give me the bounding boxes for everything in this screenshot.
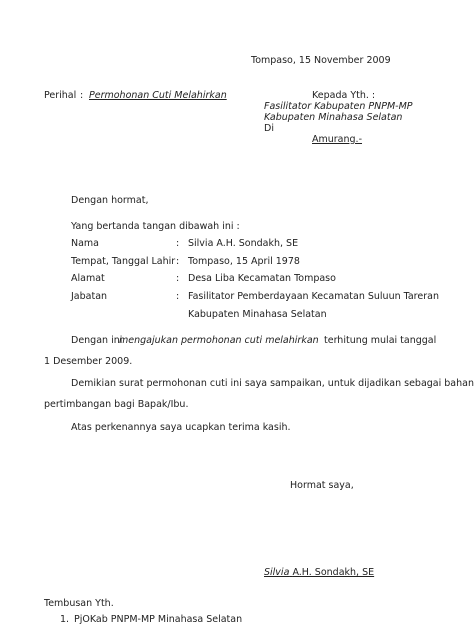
place-date: Tompaso, 15 November 2009 xyxy=(251,55,391,66)
cc-item-number: 1. xyxy=(60,614,70,625)
recipient-line-4: Di xyxy=(264,123,274,134)
recipient-line-1: Kepada Yth. : xyxy=(312,90,376,101)
field-label-ttl: Tempat, Tanggal Lahir xyxy=(71,256,176,267)
para1-part-b: mengajukan permohonan cuti melahirkan xyxy=(119,335,319,346)
subject-colon: : xyxy=(80,90,84,101)
cc-item: PjOKab PNPM-MP Minahasa Selatan xyxy=(74,614,243,625)
subject-value: Permohonan Cuti Melahirkan xyxy=(89,90,227,101)
field-value-jabatan: Fasilitator Pemberdayaan Kecamatan Suluun Tareran xyxy=(188,291,439,302)
para2-line-2: pertimbangan bagi Bapak/Ibu. xyxy=(44,399,189,410)
para2-line-1: Demikian surat permohonan cuti ini saya sampaikan, untuk dijadikan sebagai bahan xyxy=(71,378,474,389)
closing-text: Hormat saya, xyxy=(290,480,354,491)
signature-first-name: Silvia xyxy=(264,567,290,578)
field-value-jabatan-cont: Kabupaten Minahasa Selatan xyxy=(188,309,327,320)
field-colon: : xyxy=(176,256,180,267)
field-label-alamat: Alamat xyxy=(71,273,105,284)
intro-text: Yang bertanda tangan dibawah ini : xyxy=(71,221,240,232)
para1-part-a: Dengan ini xyxy=(71,335,123,346)
salutation: Dengan hormat, xyxy=(71,195,149,206)
field-colon: : xyxy=(176,238,180,249)
field-colon: : xyxy=(176,291,180,302)
para1-part-c: terhitung mulai tanggal xyxy=(324,335,437,346)
cc-title: Tembusan Yth. xyxy=(44,598,114,609)
subject-label: Perihal xyxy=(44,90,77,101)
field-label-jabatan: Jabatan xyxy=(71,291,108,302)
thanks-text: Atas perkenannya saya ucapkan terima kasih. xyxy=(71,422,291,433)
field-value-alamat: Desa Liba Kecamatan Tompaso xyxy=(188,273,336,284)
para1-line-2: 1 Desember 2009. xyxy=(44,356,133,367)
recipient-line-5: Amurang.- xyxy=(312,134,363,145)
field-label-nama: Nama xyxy=(71,238,100,249)
field-colon: : xyxy=(176,273,180,284)
recipient-line-3: Kabupaten Minahasa Selatan xyxy=(264,112,403,123)
signature-rest-name: A.H. Sondakh, SE xyxy=(292,567,375,578)
recipient-line-2: Fasilitator Kabupaten PNPM-MP xyxy=(264,101,413,112)
signature-name xyxy=(264,567,374,578)
field-value-ttl: Tompaso, 15 April 1978 xyxy=(188,256,300,267)
field-value-nama: Silvia A.H. Sondakh, SE xyxy=(188,238,299,249)
